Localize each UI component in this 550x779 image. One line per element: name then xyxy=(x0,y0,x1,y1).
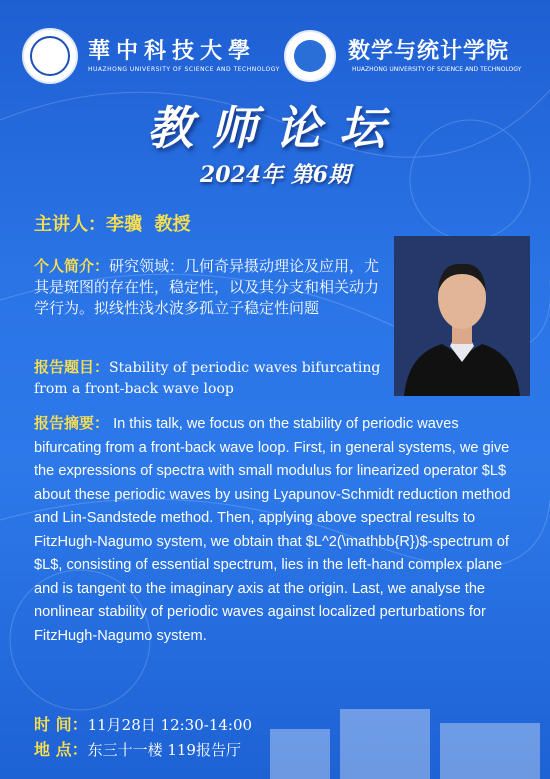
hust-name: 華中科技大學 xyxy=(88,38,257,64)
topic-label: 报告题目： xyxy=(34,358,110,376)
place-line xyxy=(34,737,241,760)
abstract-label: 报告摘要： xyxy=(34,414,110,432)
intro-label: 个人简介： xyxy=(34,257,110,275)
intro-text: 研究领域：几何奇异摄动理论及应用，尤其是斑图的存在性，稳定性，以及其分支和相关动力学行为。拟线性浅水波多孤立子稳定性问题 xyxy=(34,257,380,317)
abstract-text: In this talk, we focus on the stability of periodic waves bifurcating from a front-back wave loop. First, in general systems, we give the expressions of spectra with small modulus for linearized operator $L$ about these periodic waves by using Lyapunov-Schmidt reduction method and Lin-Sandstede method. Then, applying above spectral results to FitzHugh-Nagumo system, we obtain that $L^2(\mathbb{R})$-spectrum of $L$, consisting of essential spectrum, lies in the left-hand complex plane and is tangent to the imaginary axis at the origin. Last, we analyse the nonlinear stability of periodic waves against localized perturbations for FitzHugh-Nagumo system. xyxy=(34,416,511,644)
campus-building-illustration xyxy=(260,699,550,779)
speaker-line xyxy=(34,210,191,236)
hust-logo xyxy=(22,28,78,84)
page-title: 教师论坛 xyxy=(147,101,403,155)
header xyxy=(18,26,536,86)
speaker-label: 主讲人： xyxy=(34,214,106,235)
school-name-english: HUAZHONG UNIVERSITY OF SCIENCE AND TECHNOLOGY xyxy=(352,66,522,73)
time-value: 11月28日 12:30-14:00 xyxy=(87,716,253,734)
school-name: 数学与统计学院 xyxy=(348,39,510,64)
time-line xyxy=(34,712,252,735)
speaker-rank: 教授 xyxy=(154,214,191,235)
talk-abstract xyxy=(34,412,524,648)
time-label: 时 间： xyxy=(34,715,88,734)
issue-number: 2024年 第6期 xyxy=(199,162,351,188)
place-value: 东三十一楼 119报告厅 xyxy=(87,741,241,759)
speaker-name: 李骥 xyxy=(106,214,142,235)
school-logo xyxy=(284,30,336,82)
speaker-intro xyxy=(34,256,386,319)
speaker-photo xyxy=(394,236,530,396)
topic-text: Stability of periodic waves bifurcating from a front-back wave loop xyxy=(34,360,381,397)
hust-name-english: HUAZHONG UNIVERSITY OF SCIENCE AND TECHNOLOGY xyxy=(88,66,280,73)
talk-topic xyxy=(34,357,386,400)
place-label: 地 点： xyxy=(34,740,88,759)
